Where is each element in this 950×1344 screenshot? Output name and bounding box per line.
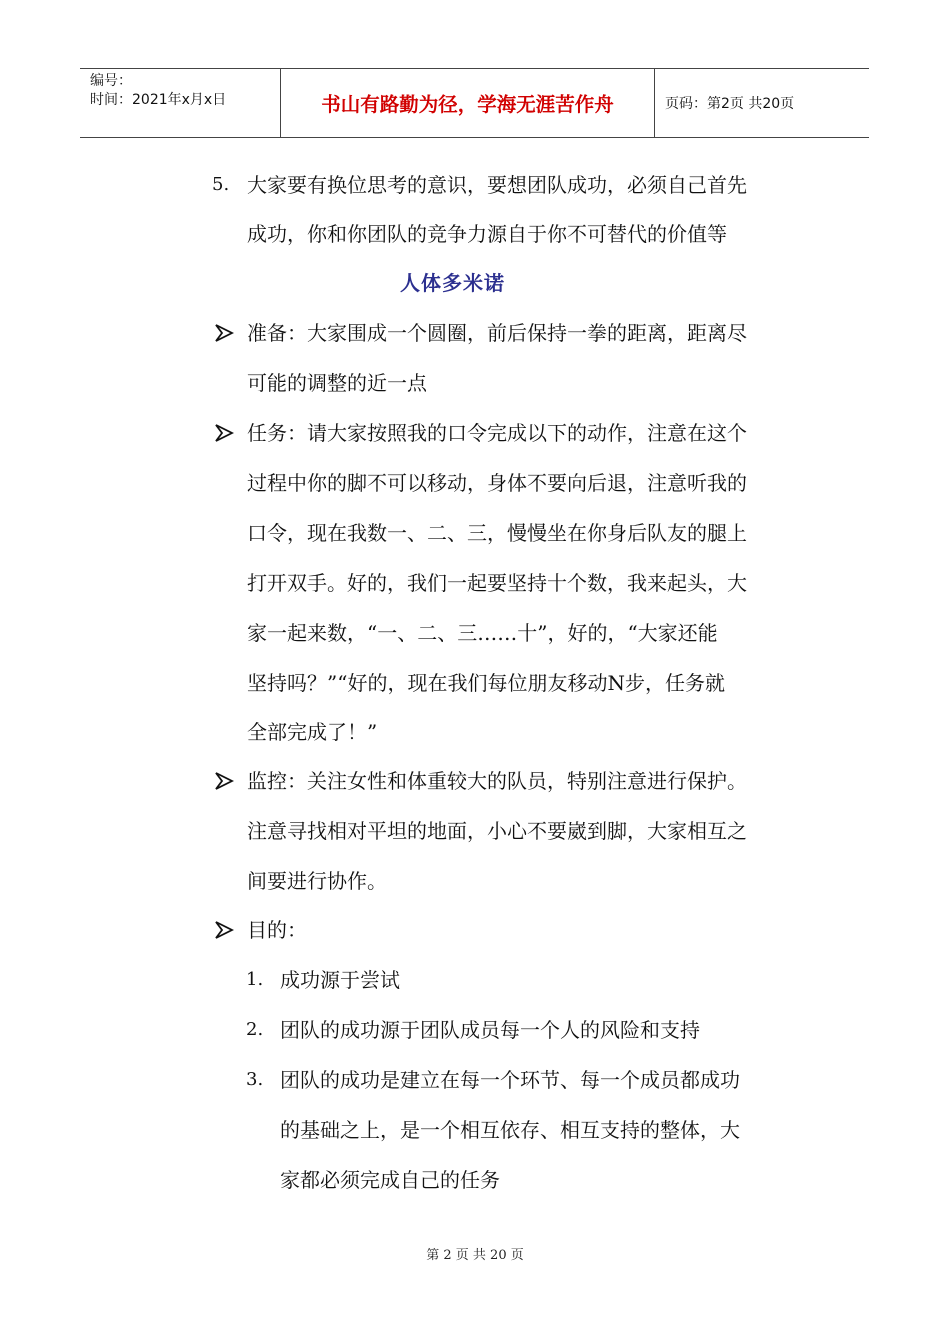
task-line-5: 家一起来数，“一、二、三……十”，好的，“大家还能: [247, 621, 718, 645]
task-line-3: 口令，现在我数一、二、三，慢慢坐在你身后队友的腿上: [247, 521, 747, 545]
arrowhead-bullet-icon: [214, 423, 234, 443]
purpose-3-number: 3.: [246, 1069, 264, 1090]
header-meta-cell: [80, 69, 281, 137]
task-line-6: 坚持吗？”“好的，现在我们每位朋友移动N步，任务就: [247, 671, 725, 695]
monitor-line-3: 间要进行协作。: [247, 869, 387, 893]
monitor-line-2: 注意寻找相对平坦的地面，小心不要崴到脚，大家相互之: [247, 819, 747, 843]
prep-line-1: 准备：大家围成一个圆圈，前后保持一拳的距离，距离尽: [247, 321, 747, 345]
item-5-line-1: 大家要有换位思考的意识，要想团队成功，必须自己首先: [247, 173, 747, 197]
purpose-2-text: 团队的成功源于团队成员每一个人的风险和支持: [280, 1018, 700, 1042]
purpose-1-number: 1.: [246, 969, 264, 990]
purpose-label: 目的：: [247, 918, 307, 942]
arrowhead-bullet-icon: [214, 323, 234, 343]
purpose-3-line-1: 团队的成功是建立在每一个环节、每一个成员都成功: [280, 1068, 740, 1092]
section-title: 人体多米诺: [400, 271, 505, 295]
purpose-3-line-3: 家都必须完成自己的任务: [280, 1168, 500, 1192]
arrowhead-bullet-icon: [214, 920, 234, 940]
purpose-2-number: 2.: [246, 1019, 264, 1040]
header-motto: 书山有路勤为径，学海无涯苦作舟: [281, 69, 655, 137]
header-page-info: 页码：第2页 共20页: [665, 96, 795, 112]
task-line-1: 任务：请大家按照我的口令完成以下的动作，注意在这个: [247, 421, 747, 445]
item-5-line-2: 成功，你和你团队的竞争力源自于你不可替代的价值等: [247, 222, 727, 246]
purpose-1-text: 成功源于尝试: [280, 968, 400, 992]
arrowhead-bullet-icon: [214, 771, 234, 791]
prep-line-2: 可能的调整的近一点: [247, 371, 427, 395]
page-footer: 第 2 页 共 20 页: [426, 1248, 524, 1263]
document-number-label: 编号：: [90, 73, 132, 89]
document-date-label: 时间：2021年x月x日: [90, 92, 227, 108]
document-header: [80, 68, 869, 138]
task-line-2: 过程中你的脚不可以移动，身体不要向后退，注意听我的: [247, 471, 747, 495]
monitor-line-1: 监控：关注女性和体重较大的队员，特别注意进行保护。: [247, 769, 747, 793]
task-line-4: 打开双手。好的，我们一起要坚持十个数，我来起头，大: [247, 571, 747, 595]
item-5-number: 5.: [212, 174, 230, 195]
purpose-3-line-2: 的基础之上，是一个相互依存、相互支持的整体，大: [280, 1118, 740, 1142]
task-line-7: 全部完成了！”: [247, 720, 378, 744]
